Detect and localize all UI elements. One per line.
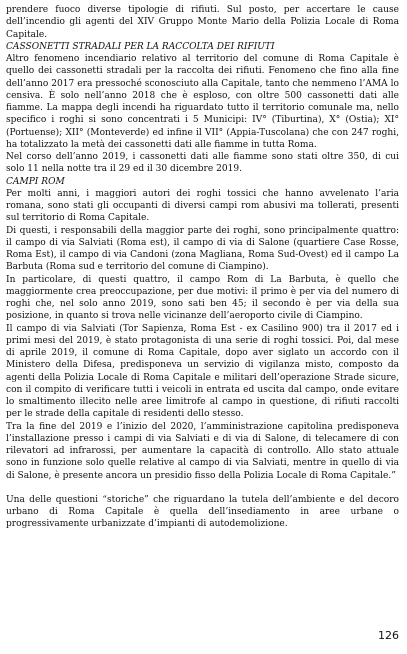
paragraph-telecamere: Tra la fine del 2019 e l’inizio del 2020, l’amministrazione capitolina predisponeva l’installazione presso i campi di via Salviati e di via di Salone, di telecamere di con rilevatori ad infrarossi, per aumentare la capacità di controllo. Allo stato attuale sono in funzione solo quelle relative al campo di via Salviati, mentre in quello di via di Salone, è presente ancora un presidio fisso della Polizia Locale di Roma Capitale.” xyxy=(6,421,399,481)
paragraph-autodemolizione: Una delle questioni “storiche” che riguardano la tutela dell’ambiente e del decoro urbano di Roma Capitale è quella dell’insediamento in aree urbane o progressivamente urbanizzate d’impianti di autodemolizione. xyxy=(6,494,399,530)
paragraph-la-barbuta: In particolare, di questi quattro, il campo Rom di La Barbuta, è quello che maggiormente crea preoccupazione, per due motivi: il primo è per via del numero di roghi che, nel solo anno 2019, sono sati ben 45; il secondo è per via della sua posizione, in quanto si trova nelle vicinanze dell’aeroporto civile di Ciampino. xyxy=(6,274,399,322)
paragraph-spacer xyxy=(6,482,399,494)
paragraph-cassonetti-fenomeno: Altro fenomeno incendiario relativo al territorio del comune di Roma Capitale è quello dei cassonetti stradali per la raccolta dei rifiuti. Fenomeno che fino alla fine dell’anno 2017 era pressoché sconosciuto alla Capitale, tanto che nemmeno l’AMA lo censiva. È solo nell’anno 2018 che è esploso, con oltre 500 cassonetti dati alle fiamme. La mappa degli incendi ha riguardato tutto il territorio comunale ma, nello specifico i roghi si sono concentrati i 5 Municipi: IV° (Tiburtina), X° (Ostia); XI° (Portuense); XII° (Monteverde) ed infine il VII° (Appia-Tuscolana) che con 247 roghi, ha totalizzato la metà dei cassonetti dati alle fiamme in tutta Roma. xyxy=(6,54,399,150)
page-number: 126 xyxy=(378,628,399,642)
paragraph-campi-rom-quattro: Di questi, i responsabili della maggior parte dei roghi, sono principalmente quattro: il campo di via Salviati (Roma est), il campo di via di Salone (quartiere Case Rosse, Roma Est), il campo di via Candoni (zona Magliana, Roma Sud-Ovest) ed il campo La Barbuta (Roma sud e territorio del comune di Ciampino). xyxy=(6,225,399,273)
paragraph-via-salviati: Il campo di via Salviati (Tor Sapienza, Roma Est - ex Casilino 900) tra il 2017 ed i primi mesi del 2019, è stato protagonista di una serie di roghi tossici. Poi, dal mese di aprile 2019, il comune di Roma Capitale, dopo aver siglato un accordo con il Ministero della Difesa, predisponeva un servizio di vigilanza misto, composto da agenti della Polizia Locale di Roma Capitale e militari dell’operazione Strade sicure, con il compito di verificare tutti i veicoli in entrata ed uscita dal campo, onde evitare lo smaltimento illecito nelle aree limitrofe al campo in questione, di rifiuti raccolti per le strade della capitale di residenti dello stesso. xyxy=(6,323,399,420)
section-heading-cassonetti: CASSONETTI STRADALI PER LA RACCOLTA DEI RIFIUTI xyxy=(6,41,275,52)
paragraph-intro-continuation: prendere fuoco diverse tipologie di rifiuti. Sul posto, per accertare le cause dell’incendio gli agenti del XIV Gruppo Monte Mario della Polizia Locale di Roma Capitale. xyxy=(6,5,399,40)
paragraph-campi-rom-autori: Per molti anni, i maggiori autori dei roghi tossici che hanno avvelenato l’aria romana, sono stati gli occupanti di diversi campi rom abusivi ma tollerati, presenti sul territorio di Roma Capitale. xyxy=(6,188,399,224)
paragraph-cassonetti-2019: Nel corso dell’anno 2019, i cassonetti dati alle fiamme sono stati oltre 350, di cui solo 11 nella notte tra il 29 ed il 30 dicembre 2019. xyxy=(6,152,399,175)
section-heading-campi-rom: CAMPI ROM xyxy=(6,176,65,187)
